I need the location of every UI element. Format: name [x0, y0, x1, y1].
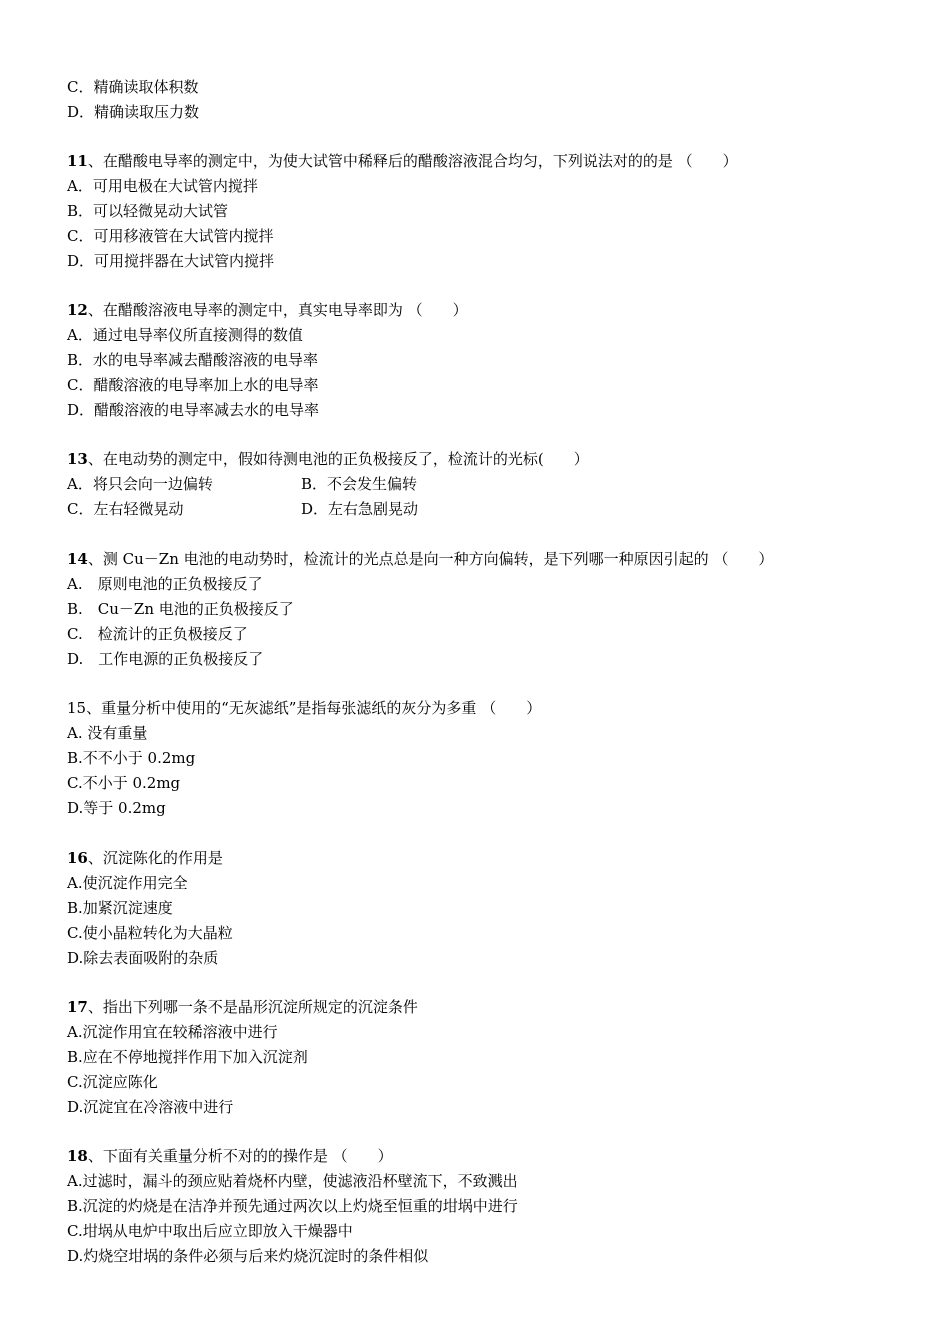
- option-d: D．左右急剧晃动: [301, 500, 419, 518]
- option-c: C．可用移液管在大试管内搅拌: [67, 227, 274, 245]
- option-a: A．将只会向一边偏转: [67, 475, 213, 493]
- option-b: B.应在不停地搅拌作用下加入沉淀剂: [67, 1048, 308, 1066]
- question-text: 、下面有关重量分析不对的的操作是 （ ）: [87, 1147, 393, 1165]
- question-number: 12: [67, 301, 88, 319]
- question-stem: [67, 1144, 907, 1169]
- question-text: 、在电动势的测定中，假如待测电池的正负极接反了，检流计的光标( ）: [87, 450, 589, 468]
- option-a: A．通过电导率仪所直接测得的数值: [67, 326, 303, 344]
- option-d: D.除去表面吸附的杂质: [67, 949, 219, 967]
- option-a: A. 没有重量: [67, 724, 148, 742]
- option-a: A．可用电极在大试管内搅拌: [67, 177, 258, 195]
- option-c: C.沉淀应陈化: [67, 1073, 158, 1091]
- question-11: [67, 149, 907, 274]
- question-number: 15: [67, 699, 87, 717]
- question-text: 、在醋酸电导率的测定中，为使大试管中稀释后的醋酸溶液混合均匀，下列说法对的的是 （ ）: [87, 152, 738, 170]
- option-c: C．醋酸溶液的电导率加上水的电导率: [67, 376, 319, 394]
- question-stem: [67, 298, 907, 323]
- option-b: B．不会发生偏转: [301, 475, 418, 493]
- option-d: D.沉淀宜在冷溶液中进行: [67, 1098, 234, 1116]
- option-a: A.使沉淀作用完全: [67, 874, 188, 892]
- question-12: [67, 298, 907, 423]
- question-number: 14: [67, 550, 88, 568]
- option-d: D.灼烧空坩埚的条件必须与后来灼烧沉淀时的条件相似: [67, 1247, 429, 1265]
- option-d: D. 工作电源的正负极接反了: [67, 650, 264, 668]
- option-c: C.坩埚从电炉中取出后应立即放入干燥器中: [67, 1222, 353, 1240]
- question-10-tail: [67, 75, 907, 125]
- option-a: A.沉淀作用宜在较稀溶液中进行: [67, 1023, 278, 1041]
- option-c: C. 检流计的正负极接反了: [67, 625, 248, 643]
- option-row: [67, 497, 907, 522]
- question-number: 11: [67, 152, 88, 170]
- option-d: D.等于 0.2mg: [67, 799, 166, 817]
- question-stem: [67, 547, 907, 572]
- question-text: 、指出下列哪一条不是晶形沉淀所规定的沉淀条件: [87, 998, 418, 1016]
- option-b: B．可以轻微晃动大试管: [67, 202, 229, 220]
- option-d: D．精确读取压力数: [67, 103, 200, 121]
- question-stem: [67, 149, 907, 174]
- question-text: 、测 Cu－Zn 电池的电动势时，检流计的光点总是向一种方向偏转，是下列哪一种原因引起的 （ ）: [87, 550, 774, 568]
- option-a: A. 原则电池的正负极接反了: [67, 575, 263, 593]
- option-d: D．可用搅拌器在大试管内搅拌: [67, 252, 275, 270]
- question-15: [67, 696, 907, 821]
- option-row: [67, 472, 907, 497]
- question-stem: [67, 995, 907, 1020]
- option-c: C．精确读取体积数: [67, 78, 199, 96]
- question-text: 、在醋酸溶液电导率的测定中，真实电导率即为 （ ）: [87, 301, 468, 319]
- question-text: 、重量分析中使用的“无灰滤纸”是指每张滤纸的灰分为多重 （ ）: [86, 699, 542, 717]
- option-b: B.不不小于 0.2mg: [67, 749, 196, 767]
- question-17: [67, 995, 907, 1120]
- option-b: B.加紧沉淀速度: [67, 899, 173, 917]
- option-b: B. Cu－Zn 电池的正负极接反了: [67, 600, 294, 618]
- question-number: 13: [67, 450, 88, 468]
- option-b: B.沉淀的灼烧是在洁净并预先通过两次以上灼烧至恒重的坩埚中进行: [67, 1197, 518, 1215]
- option-d: D．醋酸溶液的电导率减去水的电导率: [67, 401, 320, 419]
- question-13: [67, 447, 907, 522]
- question-stem: [67, 447, 907, 472]
- question-number: 16: [67, 849, 88, 867]
- option-c: C.不小于 0.2mg: [67, 774, 181, 792]
- question-18: [67, 1144, 907, 1269]
- option-b: B．水的电导率减去醋酸溶液的电导率: [67, 351, 319, 369]
- question-text: 、沉淀陈化的作用是: [87, 849, 223, 867]
- question-16: [67, 846, 907, 971]
- question-number: 17: [67, 998, 88, 1016]
- option-a: A.过滤时，漏斗的颈应贴着烧杯内壁，使滤液沿杯壁流下，不致溅出: [67, 1172, 518, 1190]
- question-number: 18: [67, 1147, 88, 1165]
- question-stem: [67, 846, 907, 871]
- option-c: C．左右轻微晃动: [67, 500, 184, 518]
- question-stem: [67, 696, 907, 721]
- option-c: C.使小晶粒转化为大晶粒: [67, 924, 233, 942]
- question-14: [67, 547, 907, 672]
